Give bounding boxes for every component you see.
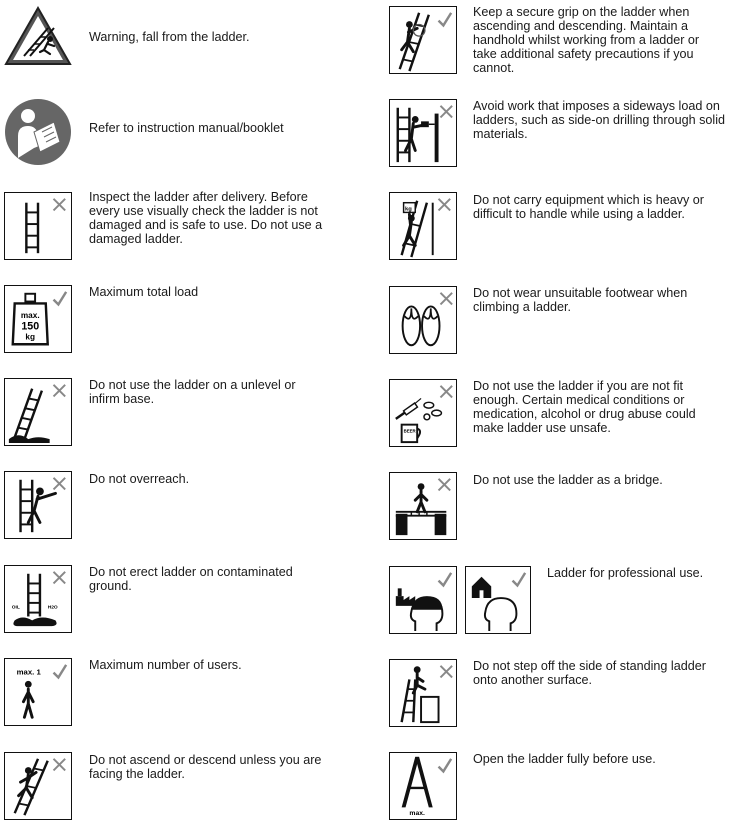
secure-grip-icon <box>389 6 457 74</box>
caption-heavy-equipment: Do not carry equipment which is heavy or difficult to handle while using a ladder. <box>473 193 704 221</box>
max-users-icon <box>4 658 72 726</box>
open-fully-icon <box>389 752 457 820</box>
inspect-ladder-icon <box>4 192 72 260</box>
not-fit-icon <box>389 379 457 447</box>
caption-max-load: Maximum total load <box>89 285 199 299</box>
caption-read-manual: Refer to instruction manual/booklet <box>89 121 284 135</box>
professional-use-home-icon <box>465 566 531 634</box>
oil-label: OIL <box>11 605 20 611</box>
max-load-unit: kg <box>25 332 36 342</box>
caption-secure-grip: Keep a secure grip on the ladder when ascending and descending. Maintain a handhold whilst working from a ladder or take additional safety precautions if you cannot. <box>473 5 700 75</box>
caption-face-ladder: Do not ascend or descend unless you are facing the ladder. <box>89 753 322 781</box>
caption-max-users: Maximum number of users. <box>89 658 242 672</box>
heavy-equipment-label: kg <box>405 206 412 213</box>
caption-open-fully: Open the ladder fully before use. <box>473 752 656 766</box>
caption-professional-use: Ladder for professional use. <box>547 566 704 580</box>
max-load-label: max. <box>20 311 40 321</box>
face-ladder-icon <box>4 752 72 820</box>
caption-inspect-ladder: Inspect the ladder after delivery. Before every use visually check the ladder is not damaged and is safe to use. Do not use a damaged ladder. <box>89 190 323 246</box>
ladder-bridge-icon <box>389 472 457 540</box>
caption-overreach: Do not overreach. <box>89 472 190 486</box>
professional-use-factory-icon <box>389 566 457 634</box>
caption-unlevel-base: Do not use the ladder on a unlevel or infirm base. <box>89 378 296 406</box>
beer-label: BEER <box>403 428 416 434</box>
caption-step-off-side: Do not step off the side of standing ladder onto another surface. <box>473 659 706 687</box>
sideways-load-icon <box>389 99 457 167</box>
unlevel-base-icon <box>4 378 72 446</box>
fall-warning-triangle-icon <box>4 6 72 66</box>
water-label: H2O <box>47 605 58 611</box>
caption-sideways-load: Avoid work that imposes a sideways load on ladders, such as side-on drilling through solid materials. <box>473 99 726 141</box>
open-fully-label: max. <box>409 810 425 818</box>
caption-unsuitable-footwear: Do not wear unsuitable footwear when climbing a ladder. <box>473 286 688 314</box>
unsuitable-footwear-icon <box>389 286 457 354</box>
heavy-equipment-icon <box>389 192 457 260</box>
contaminated-ground-icon <box>4 565 72 633</box>
max-load-value: 150 <box>21 320 40 333</box>
read-manual-icon <box>4 98 72 166</box>
overreach-icon <box>4 471 72 539</box>
caption-not-fit: Do not use the ladder if you are not fit enough. Certain medical conditions or medication, alcohol or drug abuse could make ladder use unsafe. <box>473 379 696 435</box>
caption-contaminated-ground: Do not erect ladder on contaminated ground. <box>89 565 293 593</box>
max-load-weight-icon <box>4 285 72 353</box>
step-off-side-icon <box>389 659 457 727</box>
caption-fall-warning: Warning, fall from the ladder. <box>89 30 250 44</box>
caption-ladder-bridge: Do not use the ladder as a bridge. <box>473 473 663 487</box>
max-users-label: max. 1 <box>16 667 41 677</box>
